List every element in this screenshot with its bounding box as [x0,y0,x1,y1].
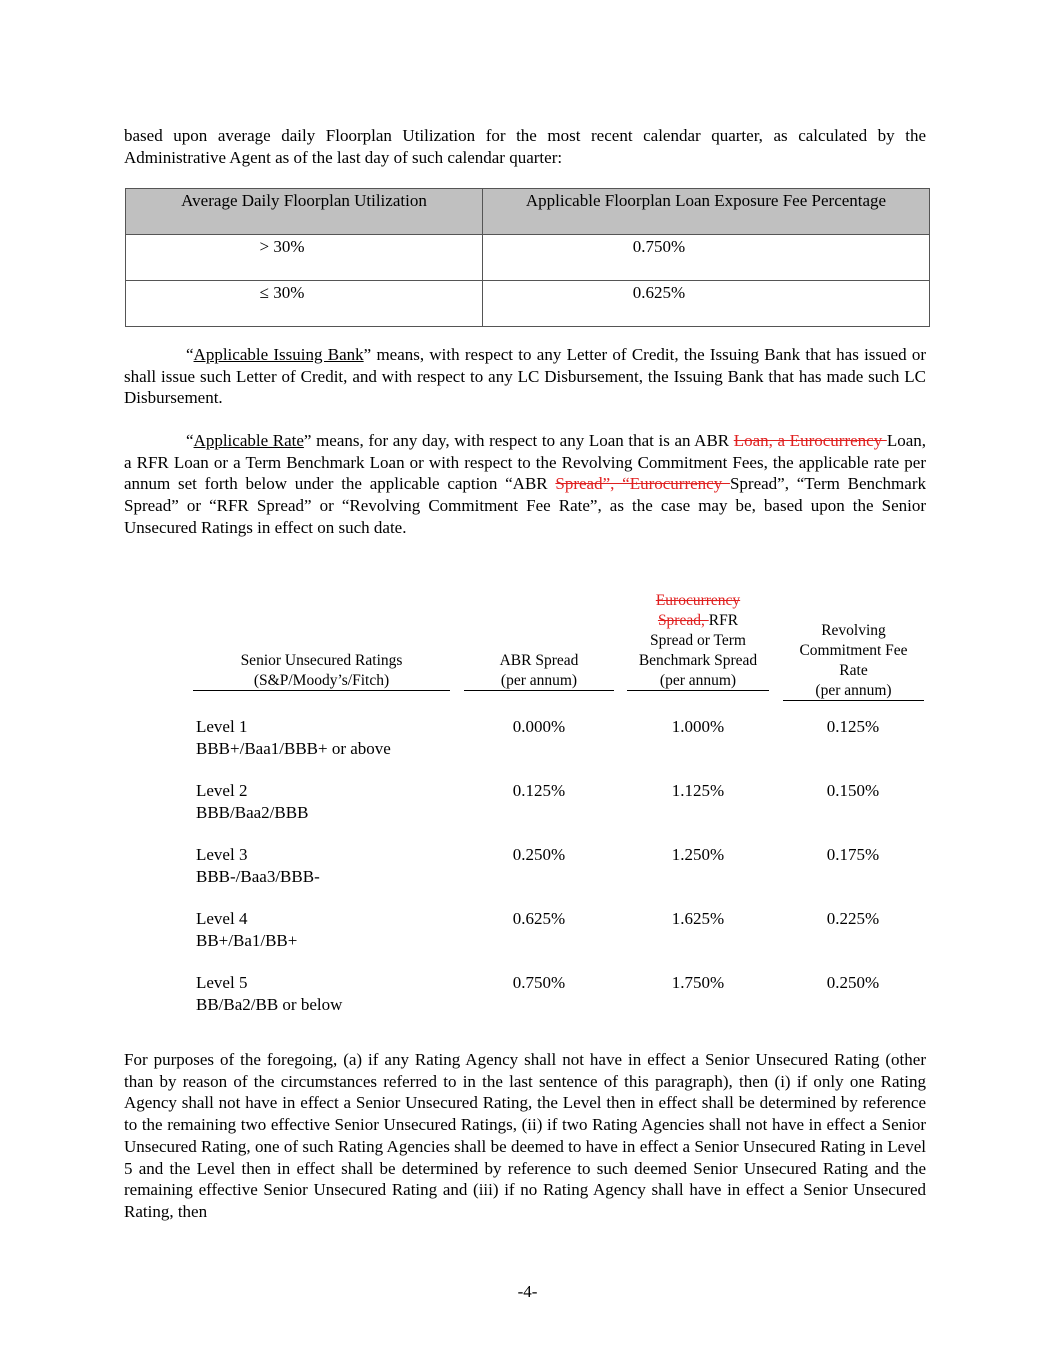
commitment-fee: 0.125% [826,717,880,736]
fee-table-utilization: > 30% [259,237,305,256]
floorplan-fee-table [125,188,930,327]
abr-spread: 0.125% [512,781,566,800]
header-line: (per annum) [500,672,578,689]
level-rating: BB+/Ba1/BB+ [196,931,298,950]
page-number: -4- [517,1282,538,1301]
header-line: (per annum) [659,672,737,689]
commitment-fee: 0.250% [826,973,880,992]
deleted-text: Spread”, “Eurocurrency [555,474,730,494]
abr-spread: 0.000% [512,717,566,736]
commitment-fee: 0.150% [826,781,880,800]
fee-table-utilization: ≤ 30% [259,283,305,302]
header-underline [627,690,769,691]
header-underline [464,690,614,691]
fee-table-fee: 0.750% [632,237,686,256]
level-name: Level 5 [196,973,248,992]
deleted-text: Spread, [657,612,709,629]
level-name: Level 1 [196,717,248,736]
level-rating: BBB+/Baa1/BBB+ or above [196,739,391,758]
table-row [126,281,930,327]
rfr-spread: 1.750% [671,973,725,992]
commitment-fee: 0.175% [826,845,880,864]
fee-table-header-fee: Applicable Floorplan Loan Exposure Fee Percentage [483,189,930,235]
abr-spread: 0.625% [512,909,566,928]
level-name: Level 3 [196,845,248,864]
commitment-fee: 0.225% [826,909,880,928]
rfr-spread: 1.125% [671,781,725,800]
ratings-header-rfr [627,591,769,691]
fee-table-header-row [126,189,930,235]
header-line: Benchmark Spread [638,652,758,669]
level-name: Level 4 [196,909,248,928]
ratings-header-fee [783,621,924,701]
rfr-spread: 1.250% [671,845,725,864]
table-row [126,235,930,281]
header-line: Rate [839,662,868,679]
header-line: Revolving [821,622,886,639]
abr-spread: 0.250% [512,845,566,864]
header-line: Spread or Term [650,632,746,649]
header-line: Senior Unsecured Ratings [240,652,403,669]
ratings-header-ratings [193,651,450,691]
rfr-spread: 1.625% [671,909,725,928]
ratings-header-abr [464,651,614,691]
open-quote: “ [186,345,194,364]
deleted-text: Loan, a Eurocurrency [733,431,887,450]
level-rating: BBB-/Baa3/BBB- [196,867,320,886]
defined-term: Applicable Issuing Bank [193,345,364,364]
definition-text: ” means, with respect to any Letter of Credit, the Issuing Bank that has issued or shall issue such Letter of Credit, and with respect to any LC Disbursement, the Issuing Bank that has made such LC Disbursement. [124,345,926,408]
definition-text: ” means, for any day, with respect to any Loan that is an ABR [303,431,734,450]
defined-term: Applicable Rate [193,431,304,450]
definition-text: Loan, a RFR Loan or a Term Benchmark Loan or with respect to the Revolving Commitment Fees, the applicable rate per annum set forth below under the applicable caption “ABR [124,431,926,494]
level-name: Level 2 [196,781,248,800]
abr-spread: 0.750% [512,973,566,992]
level-rating: BB/Ba2/BB or below [196,995,343,1014]
header-line: Commitment Fee [799,642,908,659]
definition-text: Spread”, “Term Benchmark Spread” or “RFR Spread” or “Revolving Commitment Fee Rate”, as the case may be, based upon the Senior Unsecured Ratings in effect on such date. [124,474,926,537]
level-rating: BBB/Baa2/BBB [196,803,309,822]
rfr-spread: 1.000% [671,717,725,736]
fee-table-header-utilization: Average Daily Floorplan Utilization [126,189,483,235]
header-line: (S&P/Moody’s/Fitch) [253,672,390,689]
header-line: RFR [708,612,739,629]
closing-paragraph: For purposes of the foregoing, (a) if any Rating Agency shall not have in effect a Senior Unsecured Rating (other than by reason of the circumstances referred to in the last sentence of this paragraph), then (i) if only one Rating Agency shall not have in effect a Senior Unsecured Rating, the Level then in effect shall be determined by reference to the remaining two effective Senior Unsecured Ratings, (ii) if two Rating Agencies shall not have in effect a Senior Unsecured Rating, one of such Rating Agencies shall be deemed to have in effect a Senior Unsecured Rating in Level 5 and the Level then in effect shall be determined by reference to such deemed Senior Unsecured Rating and the remaining effective Senior Unsecured Rating and (iii) if no Rating Agency shall have in effect a Senior Unsecured Rating, then [124,1050,926,1221]
open-quote: “ [186,431,194,450]
intro-paragraph: based upon average daily Floorplan Utilization for the most recent calendar quarter, as calculated by the Administrative Agent as of the last day of such calendar quarter: [124,126,926,167]
header-line: ABR Spread [499,652,579,669]
header-underline [783,700,924,701]
header-underline [193,690,450,691]
applicable-rate-definition [124,430,926,539]
deleted-text: Eurocurrency [655,592,741,609]
fee-table-fee: 0.625% [632,283,686,302]
header-line: (per annum) [815,682,892,699]
applicable-issuing-bank-definition [124,344,926,409]
